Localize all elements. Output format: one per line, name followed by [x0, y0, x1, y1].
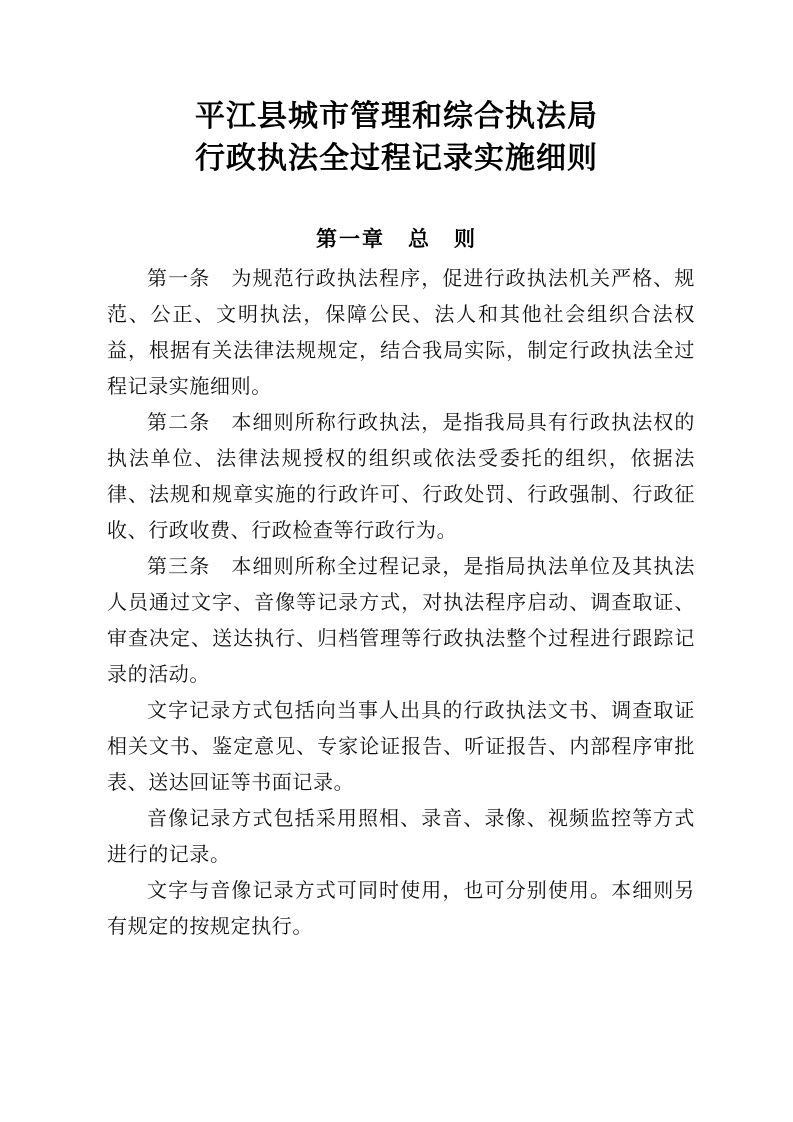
- article-3-paragraph: 第三条 本细则所称全过程记录，是指局执法单位及其执法人员通过文字、音像等记录方式，对执法程序启动、调查取证、审查决定、送达执行、归档管理等行政执法整个过程进行跟踪记录的活动。: [107, 554, 695, 686]
- document-body: [107, 260, 695, 944]
- document-title: [0, 96, 793, 180]
- text-record-paragraph: 文字记录方式包括向当事人出具的行政执法文书、调查取证相关文书、鉴定意见、专家论证报告、听证报告、内部程序审批表、送达回证等书面记录。: [107, 698, 695, 794]
- article-1-paragraph: 第一条 为规范行政执法程序，促进行政执法机关严格、规范、公正、文明执法，保障公民、法人和其他社会组织合法权益，根据有关法律法规规定，结合我局实际，制定行政执法全过程记录实施细则。: [107, 266, 695, 398]
- title-line-2: 行政执法全过程记录实施细则: [195, 141, 598, 176]
- combined-record-paragraph: 文字与音像记录方式可同时使用，也可分别使用。本细则另有规定的按规定执行。: [107, 878, 695, 938]
- audio-video-record-paragraph: 音像记录方式包括采用照相、录音、录像、视频监控等方式进行的记录。: [107, 806, 695, 866]
- article-2-paragraph: 第二条 本细则所称行政执法，是指我局具有行政执法权的执法单位、法律法规授权的组织或依法受委托的组织，依据法律、法规和规章实施的行政许可、行政处罚、行政强制、行政征收、行政收费、行政检查等行政行为。: [107, 410, 695, 542]
- chapter-heading: 第一章 总 则: [316, 226, 477, 251]
- title-line-1: 平江县城市管理和综合执法局: [195, 99, 598, 134]
